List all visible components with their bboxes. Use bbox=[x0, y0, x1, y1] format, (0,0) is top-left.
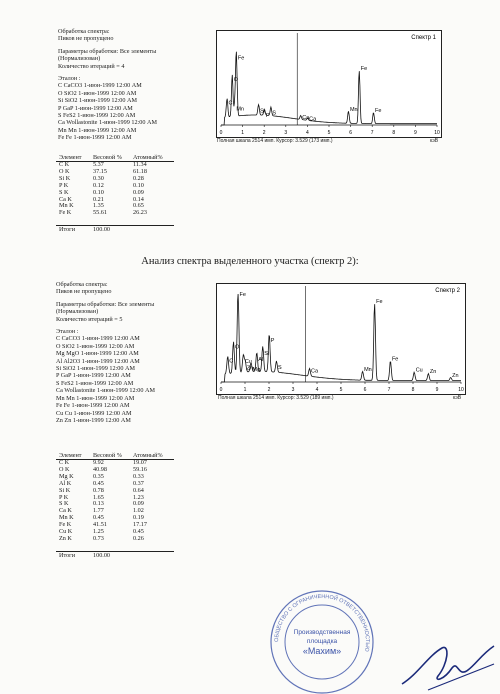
stamp-text: Производственная bbox=[293, 629, 351, 636]
table-cell bbox=[130, 226, 174, 234]
params-line: Количество итераций = 5 bbox=[56, 315, 123, 323]
params-line: Параметры обработки: Все элементы bbox=[58, 47, 157, 55]
table-cell: 0.64 bbox=[133, 486, 144, 494]
standard-line: Si SiO2 1-июн-1999 12:00 AM bbox=[58, 97, 137, 105]
standards-title: Эталон : bbox=[58, 75, 81, 83]
spectrum-unit-1: кэВ bbox=[430, 138, 439, 144]
peak-label: Ca bbox=[311, 368, 319, 375]
peak-label: O bbox=[234, 344, 240, 351]
standard-line: Fe Fe 1-июн-1999 12:00 AM bbox=[56, 402, 130, 410]
table-cell: 0.45 bbox=[133, 528, 144, 536]
table-header: Весовой % bbox=[90, 154, 130, 162]
standard-line: S FeS2 1-июн-1999 12:00 AM bbox=[58, 112, 136, 120]
x-tick-label: 5 bbox=[327, 130, 331, 136]
x-tick-label: 8 bbox=[392, 130, 396, 136]
spectrum-line bbox=[221, 52, 437, 125]
params-line: Параметры обработки: Все элементы bbox=[56, 300, 155, 308]
peak-label: Fe bbox=[360, 66, 368, 73]
table-cell: 0.30 bbox=[93, 174, 104, 182]
peak-label: Fe bbox=[239, 291, 246, 298]
standard-line: C CaCO3 1-июн-1999 12:00 AM bbox=[56, 335, 140, 343]
stamp-text: площадка bbox=[306, 638, 338, 645]
chart-title: Спектр 1 bbox=[411, 35, 436, 41]
table-header: Атомный% bbox=[130, 452, 174, 460]
table-cell: Al K bbox=[59, 479, 72, 487]
processing-info-1 bbox=[58, 28, 157, 142]
x-tick-label: 9 bbox=[414, 130, 417, 136]
spectrum-chart-2 bbox=[216, 283, 466, 395]
peak-label: Zn bbox=[452, 372, 459, 379]
x-tick-label: 6 bbox=[363, 387, 367, 393]
table-cell: Mn K bbox=[59, 514, 74, 522]
peak-label: Mg bbox=[252, 367, 261, 374]
table-row bbox=[56, 162, 174, 169]
table-cell: 59.16 bbox=[133, 465, 147, 473]
peak-label: Fe bbox=[376, 298, 383, 305]
table-row bbox=[56, 169, 174, 176]
table-row bbox=[56, 210, 174, 217]
x-tick-label: 3 bbox=[284, 130, 288, 136]
processing-line: Пиков не пропущено bbox=[58, 35, 114, 43]
table-cell: 0.10 bbox=[93, 188, 104, 196]
table-row bbox=[56, 203, 174, 210]
table-cell: 0.28 bbox=[133, 174, 144, 182]
table-row bbox=[56, 488, 174, 495]
company-stamp bbox=[266, 590, 378, 694]
spectrum-plot-1 bbox=[217, 31, 441, 137]
params-line: Количество итераций = 4 bbox=[58, 62, 125, 70]
table-header: Атомный% bbox=[130, 154, 174, 162]
processing-line: Обработка спектра: bbox=[56, 281, 108, 288]
table-cell: Fe K bbox=[59, 209, 72, 217]
peak-label: Fe bbox=[237, 55, 245, 62]
table-row bbox=[56, 501, 174, 508]
standard-line: C CaCO3 1-июн-1999 12:00 AM bbox=[58, 82, 142, 90]
table-cell: Si K bbox=[59, 486, 71, 494]
table-cell: Ca K bbox=[59, 195, 72, 203]
table-cell: 100.00 bbox=[90, 226, 130, 234]
x-tick-label: 1 bbox=[241, 130, 244, 136]
table-cell: 5.37 bbox=[93, 161, 104, 168]
table-cell: Cu K bbox=[59, 528, 73, 536]
standard-line: Si SiO2 1-июн-1999 12:00 AM bbox=[56, 365, 135, 373]
table-cell: 0.45 bbox=[93, 514, 104, 522]
table-cell: 100.00 bbox=[90, 551, 130, 559]
standard-line: Fe Fe 1-июн-1999 12:00 AM bbox=[58, 134, 132, 142]
x-tick-label: 7 bbox=[370, 130, 374, 136]
standard-line: S FeS2 1-июн-1999 12:00 AM bbox=[56, 379, 134, 387]
peak-label: O bbox=[233, 77, 239, 84]
peak-label: Fe bbox=[391, 356, 399, 363]
standard-line: O SiO2 1-июн-1999 12:00 AM bbox=[56, 342, 135, 350]
table-cell: 61.18 bbox=[133, 167, 147, 175]
signature bbox=[398, 634, 498, 694]
peak-label: Mn bbox=[364, 367, 372, 374]
x-tick-label: 4 bbox=[306, 130, 309, 136]
x-tick-label: 7 bbox=[387, 387, 391, 393]
table-cell: 40.98 bbox=[93, 465, 107, 473]
x-tick-label: 3 bbox=[291, 387, 295, 393]
x-tick-label: 0 bbox=[219, 387, 223, 393]
table-cell: 37.15 bbox=[93, 167, 107, 175]
peak-label: S bbox=[272, 110, 277, 117]
peak-label: Mn bbox=[349, 106, 358, 113]
table-cell: 0.37 bbox=[133, 479, 144, 487]
table-cell: O K bbox=[59, 167, 70, 175]
table-cell: C K bbox=[59, 161, 70, 168]
standard-line: Cu Cu 1-июн-1999 12:00 AM bbox=[56, 409, 132, 417]
table-cell: 0.09 bbox=[133, 500, 144, 508]
peak-label: Ca bbox=[302, 114, 310, 121]
spectrum-caption-1: Полная шкала 2514 имп. Курсор: 3.529 (173 имп.) bbox=[217, 138, 333, 144]
peak-label: Cu bbox=[415, 367, 423, 374]
x-tick-label: 2 bbox=[262, 130, 266, 136]
peak-label: C bbox=[229, 358, 234, 365]
table-cell: 26.23 bbox=[133, 209, 147, 217]
peak-label: Cu bbox=[244, 359, 252, 366]
params-line: (Нормализован) bbox=[56, 308, 99, 316]
table-cell: 0.45 bbox=[93, 479, 104, 487]
table-row bbox=[56, 176, 174, 183]
composition-table-2 bbox=[56, 452, 174, 560]
x-tick-label: 1 bbox=[243, 387, 247, 393]
table-row bbox=[56, 495, 174, 502]
table-cell: Итоги bbox=[56, 226, 90, 234]
spectrum-chart-1 bbox=[216, 30, 442, 138]
standard-line: P GaP 1-июн-1999 12:00 AM bbox=[56, 372, 131, 380]
x-tick-label: 8 bbox=[411, 387, 415, 393]
table-row bbox=[56, 515, 174, 522]
table-cell: O K bbox=[59, 465, 70, 473]
table-cell: 0.13 bbox=[93, 500, 104, 508]
table-cell: 1.25 bbox=[93, 528, 104, 536]
table-total-row bbox=[56, 226, 174, 234]
peak-label: Al bbox=[258, 357, 264, 364]
standard-line: Al Al2O3 1-июн-1999 12:00 AM bbox=[56, 357, 140, 365]
spectrum-plot-2 bbox=[217, 284, 465, 394]
table-cell: 0.73 bbox=[93, 534, 104, 542]
table-cell: 1.35 bbox=[93, 202, 104, 210]
standard-line: Ca Wollastonite 1-июн-1999 12:00 AM bbox=[58, 119, 157, 127]
table-cell: C K bbox=[59, 459, 70, 466]
standard-line: P GaP 1-июн-1999 12:00 AM bbox=[58, 104, 133, 112]
peak-label: S bbox=[277, 364, 282, 371]
table-cell: 0.09 bbox=[133, 188, 144, 196]
x-tick-label: 4 bbox=[315, 387, 319, 393]
peak-label: Si bbox=[260, 108, 265, 115]
composition-table-1 bbox=[56, 154, 174, 234]
params-line: (Нормализован) bbox=[58, 55, 101, 63]
table-cell: Mn K bbox=[59, 202, 74, 210]
standard-line: Ca Wollastonite 1-июн-1999 12:00 AM bbox=[56, 387, 155, 395]
stamp-text: «Махим» bbox=[302, 646, 342, 656]
table-row bbox=[56, 529, 174, 536]
table-cell: 0.65 bbox=[133, 202, 144, 210]
table-cell: 1.23 bbox=[133, 493, 144, 501]
table-cell: 1.65 bbox=[93, 493, 104, 501]
table-cell: Mg K bbox=[59, 472, 74, 480]
table-cell: Fe K bbox=[59, 521, 72, 529]
table-row bbox=[56, 474, 174, 481]
spectrum-2-heading: Анализ спектра выделенного участка (спектр 2): bbox=[141, 256, 359, 267]
x-tick-label: 2 bbox=[267, 387, 271, 393]
peak-label: Zn bbox=[429, 368, 437, 375]
table-row bbox=[56, 190, 174, 197]
table-row bbox=[56, 183, 174, 190]
peak-label: Si bbox=[264, 350, 270, 357]
x-tick-label: 5 bbox=[339, 387, 343, 393]
table-cell: 55.61 bbox=[93, 209, 107, 217]
x-tick-label: 9 bbox=[435, 387, 439, 393]
table-row bbox=[56, 460, 174, 467]
peak-label: Mn bbox=[236, 106, 244, 113]
table-cell: 0.10 bbox=[133, 181, 144, 189]
table-cell: 0.12 bbox=[93, 181, 104, 189]
table-cell: 0.14 bbox=[133, 195, 144, 203]
x-tick-label: 0 bbox=[219, 130, 223, 136]
x-tick-label: 10 bbox=[434, 130, 440, 136]
standard-line: O SiO2 1-июн-1999 12:00 AM bbox=[58, 89, 137, 97]
table-cell: S K bbox=[59, 500, 69, 508]
standard-line: Mn Mn 1-июн-1999 12:00 AM bbox=[58, 126, 137, 134]
peak-label: P bbox=[270, 338, 275, 345]
table-row bbox=[56, 522, 174, 529]
table-header: Весовой % bbox=[90, 452, 130, 460]
peak-label: C bbox=[228, 100, 233, 107]
table-cell: Итоги bbox=[56, 551, 90, 559]
peak-label: Fe bbox=[374, 107, 382, 114]
table-cell: 0.21 bbox=[93, 195, 104, 203]
spectrum-caption-2: Полная шкала 2514 имп. Курсор: 3.529 (189 имп.) bbox=[218, 395, 334, 401]
processing-line: Обработка спектра: bbox=[58, 28, 110, 35]
table-cell: 0.35 bbox=[93, 472, 104, 480]
table-cell: 1.02 bbox=[133, 507, 144, 515]
stamp-ring-text: ОБЩЕСТВО С ОГРАНИЧЕННОЙ ОТВЕТСТВЕННОСТЬЮ bbox=[273, 593, 371, 652]
table-total-row bbox=[56, 551, 174, 559]
standards-title: Эталон : bbox=[56, 328, 79, 336]
peak-label: Ca bbox=[309, 116, 317, 123]
table-row bbox=[56, 536, 174, 543]
table-cell: 9.92 bbox=[93, 459, 104, 466]
x-tick-label: 6 bbox=[349, 130, 352, 136]
standard-line: Mn Mn 1-июн-1999 12:00 AM bbox=[56, 394, 135, 402]
table-row bbox=[56, 481, 174, 488]
standard-line: Mg MgO 1-июн-1999 12:00 AM bbox=[56, 350, 139, 358]
table-cell: Zn K bbox=[59, 534, 72, 542]
chart-title: Спектр 2 bbox=[435, 288, 460, 294]
table-cell: 0.78 bbox=[93, 486, 104, 494]
table-cell: Si K bbox=[59, 174, 71, 182]
table-header: Элемент bbox=[56, 452, 90, 460]
table-cell: 11.34 bbox=[133, 161, 147, 168]
standard-line: Zn Zn 1-июн-1999 12:00 AM bbox=[56, 416, 131, 424]
table-cell bbox=[130, 551, 174, 559]
table-cell: 0.19 bbox=[133, 514, 144, 522]
processing-info-2 bbox=[56, 281, 155, 424]
table-cell: S K bbox=[59, 188, 69, 196]
table-cell: 1.77 bbox=[93, 507, 104, 515]
table-cell: P K bbox=[59, 181, 69, 189]
spectrum-unit-2: кэВ bbox=[453, 395, 462, 401]
peak-label: P bbox=[265, 112, 270, 119]
table-cell: Ca K bbox=[59, 507, 72, 515]
peak-label: Zn bbox=[246, 365, 254, 372]
table-cell: 41.51 bbox=[93, 521, 107, 529]
table-cell: 19.07 bbox=[133, 459, 147, 466]
table-cell: P K bbox=[59, 493, 69, 501]
table-cell: 0.33 bbox=[133, 472, 144, 480]
x-tick-label: 10 bbox=[458, 387, 464, 393]
table-cell: 17.17 bbox=[133, 521, 147, 529]
processing-line: Пиков не пропущено bbox=[56, 288, 112, 296]
table-cell: 0.26 bbox=[133, 534, 144, 542]
table-header: Элемент bbox=[56, 154, 90, 162]
